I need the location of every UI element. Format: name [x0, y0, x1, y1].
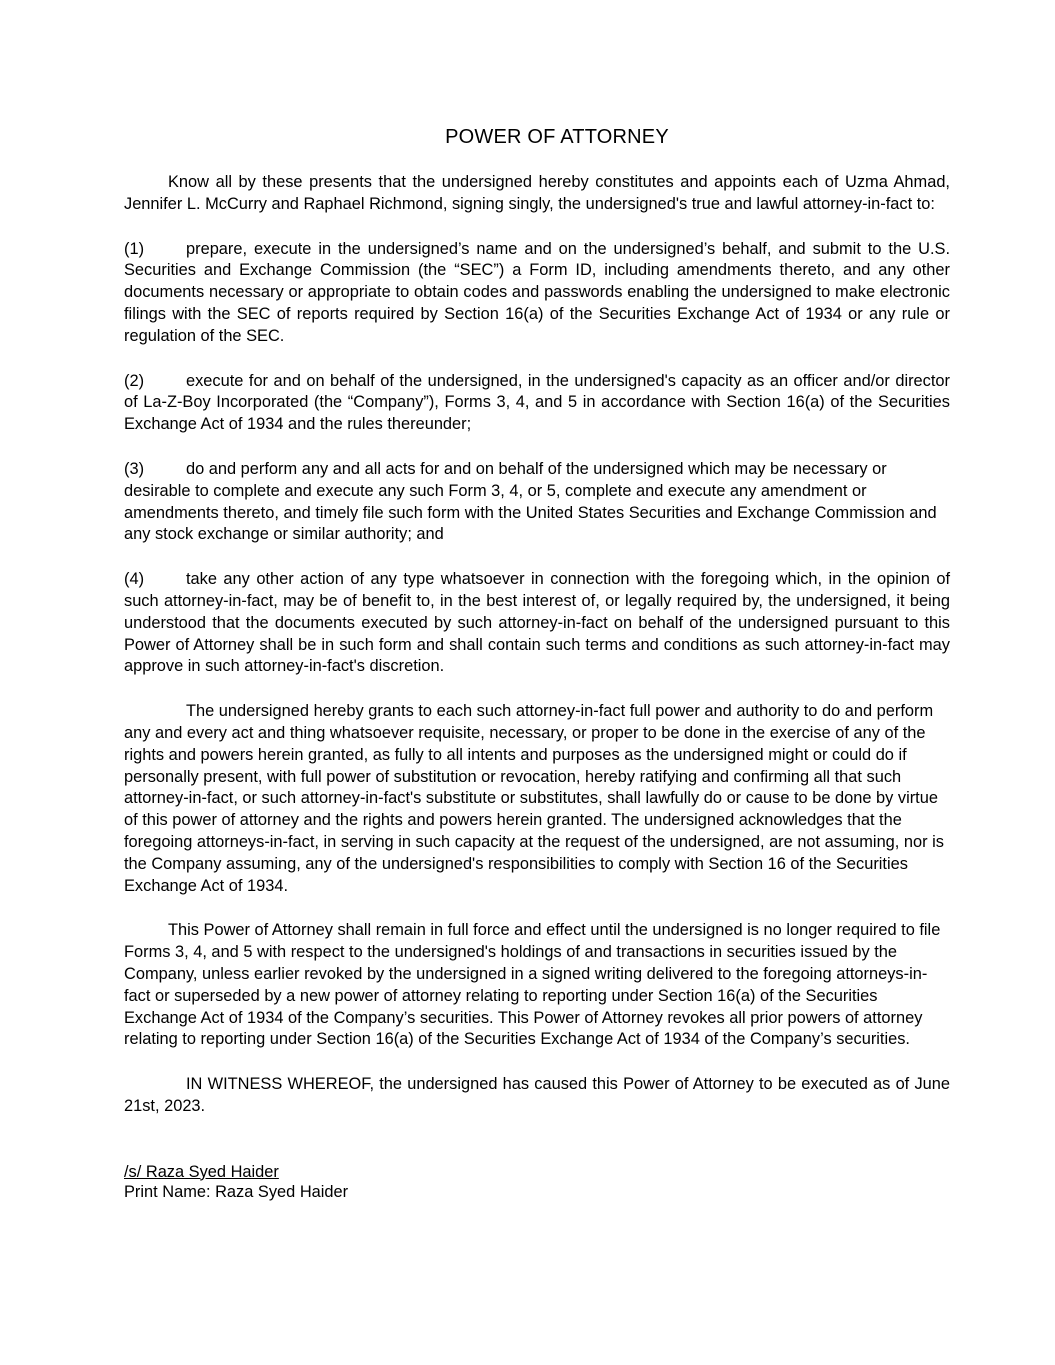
- clause-number: (3): [124, 459, 145, 478]
- document-page: [124, 124, 950, 1202]
- document-title: POWER OF ATTORNEY: [445, 126, 669, 148]
- clause-1: [124, 239, 950, 348]
- signature-block: [124, 1162, 950, 1202]
- clause-number: (2): [124, 371, 145, 390]
- signature-line: /s/ Raza Syed Haider: [124, 1162, 279, 1181]
- intro-paragraph: Know all by these presents that the undersigned hereby constitutes and appoints each of Uzma Ahmad, Jennifer L. McCurry and Raphael Richmond, signing singly, the undersigned's true and lawful attorney-in-fact to:: [124, 173, 950, 213]
- witness-paragraph: IN WITNESS WHEREOF, the undersigned has caused this Power of Attorney to be executed as of June 21st, 2023.: [124, 1075, 950, 1115]
- grant-paragraph: The undersigned hereby grants to each such attorney-in-fact full power and authority to do and perform any and every act and thing whatsoever requisite, necessary, or proper to be done in the exercise of any of the rights and powers herein granted, as fully to all intents and purposes as the undersigned might or could do if personally present, with full power of substitution or revocation, hereby ratifying and confirming all that such attorney-in-fact, or such attorney-in-fact's substitute or substitutes, shall lawfully do or cause to be done by virtue of this power of attorney and the rights and powers herein granted. The undersigned acknowledges that the foregoing attorneys-in-fact, in serving in such capacity at the request of the undersigned, are not assuming, nor is the Company assuming, any of the undersigned's responsibilities to comply with Section 16 of the Securities Exchange Act of 1934.: [124, 702, 944, 895]
- clause-text: take any other action of any type whatsoever in connection with the foregoing which, in the opinion of such attorney-in-fact, may be of benefit to, in the best interest of, or legally required by, the undersigned, it being understood that the documents executed by such attorney-in-fact on behalf of the undersigned pursuant to this Power of Attorney shall be in such form and shall contain such terms and conditions as such attorney-in-fact may approve in such attorney-in-fact's discretion.: [124, 570, 950, 676]
- clause-text: prepare, execute in the undersigned’s name and on the undersigned’s behalf, and submit to the U.S. Securities and Exchange Commission (the “SEC”) a Form ID, including amendments thereto, and any other documents necessary or appropriate to obtain codes and passwords enabling the undersigned to make electronic filings with the SEC of reports required by Section 16(a) of the Securities Exchange Act of 1934 or any rule or regulation of the SEC.: [124, 239, 950, 345]
- clause-number: (4): [124, 570, 145, 589]
- print-name: Print Name: Raza Syed Haider: [124, 1182, 349, 1201]
- clause-2: [124, 371, 950, 436]
- clause-number: (1): [124, 239, 145, 258]
- clause-4: [124, 569, 950, 678]
- clause-3: [124, 459, 950, 546]
- clause-text: do and perform any and all acts for and on behalf of the undersigned which may be necessary or desirable to complete and execute any such Form 3, 4, or 5, complete and execute any amendment or amendments thereto, and timely file such form with the United States Securities and Exchange Commission and any stock exchange or similar authority; and: [124, 459, 937, 544]
- clause-text: execute for and on behalf of the undersigned, in the undersigned's capacity as an officer and/or director of La-Z-Boy Incorporated (the “Company”), Forms 3, 4, and 5 in accordance with Section 16(a) of the Securities Exchange Act of 1934 and the rules thereunder;: [124, 371, 950, 434]
- duration-paragraph: This Power of Attorney shall remain in full force and effect until the undersigned is no longer required to file Forms 3, 4, and 5 with respect to the undersigned's holdings of and transactions in securities issued by the Company, unless earlier revoked by the undersigned in a signed writing delivered to the foregoing attorneys-in-fact or superseded by a new power of attorney relating to reporting under Section 16(a) of the Securities Exchange Act of 1934 of the Company’s securities. This Power of Attorney revokes all prior powers of attorney relating to reporting under Section 16(a) of the Securities Exchange Act of 1934 of the Company’s securities.: [124, 921, 941, 1049]
